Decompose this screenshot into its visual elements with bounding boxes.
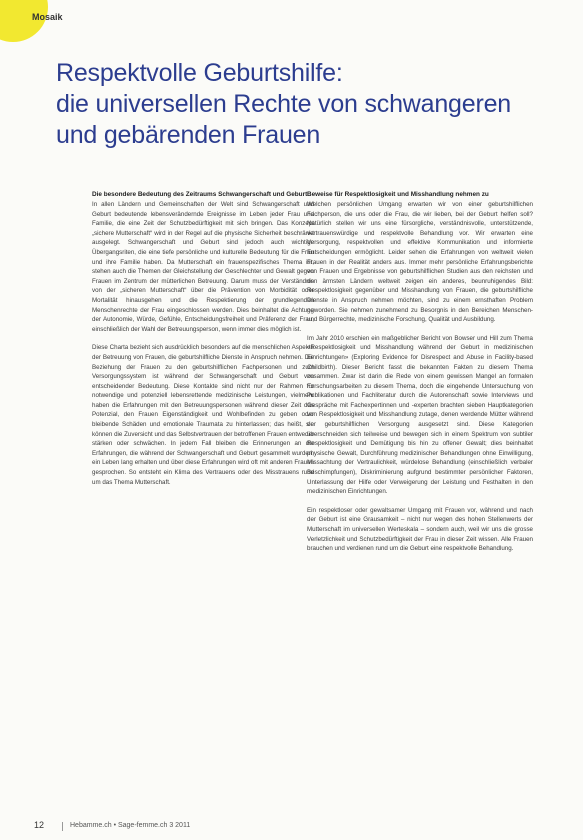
page-title [56, 58, 556, 151]
left-column [92, 190, 314, 496]
title-line-1: Respektvolle Geburtshilfe: [56, 59, 343, 87]
right-column-heading: Beweise für Respektlosigkeit und Misshandlung nehmen zu [307, 191, 489, 198]
page-number: 12 [34, 820, 45, 830]
right-paragraph-3: Ein respektloser oder gewaltsamer Umgang mit Frauen vor, während und nach der Geburt ist eine Grausamkeit – nicht nur wegen des hohen Stellenwerts der Mutterschaft im universellen Werteskala – sondern auch, weil wir uns die grosse Verletzlichkeit und Schutzbedürftigkeit der Frau in dieser Zeit wissen. Alle Frauen brauchen und verdienen rund um die Geburt eine respektvolle Behandlung. [307, 506, 533, 553]
title-line-2: die universellen Rechte von schwangeren [56, 90, 511, 118]
left-column-heading: Die besondere Bedeutung des Zeitraums Schwangerschaft und Geburt [92, 191, 308, 198]
section-label: Mosaik [32, 12, 63, 22]
right-paragraph-1: Welchen persönlichen Umgang erwarten wir von einer geburtshilflichen Fachperson, die uns oder die Frau, die wir lieben, bei der Geburt helfen soll? Natürlich stellen wir uns eine fürsorgliche, verständnisvolle, unterstützende, vertrauenswürdige und respektvolle Behandlung vor. Wir erwarten eine Versorgung, respektvollen und effektive Kommunikation und informierte Entscheidungen ermöglicht. Leider sehen die Erfahrungen von weltweit vielen Frauen in der Realität anders aus. Immer mehr persönliche Erfahrungsberichte von Frauen und Ergebnisse von geburtshilflichen Studien aus den reichsten und den ärmsten Ländern weltweit zeigen ein anderes, beunruhigendes Bild: Respektlosigkeit gegenüber und Misshandlung von Frauen, die geburtshilfliche Dienste in Anspruch nehmen möchten, sind zu einem ernsthaften Problem geworden. Sie nehmen zunehmend zu Besorgnis in den Bereichen Menschen- und Bürgerrechte, medizinische Forschung, Qualität und Ausbildung. [307, 201, 533, 324]
title-line-3: und gebärenden Frauen [56, 121, 321, 149]
right-column [307, 190, 533, 563]
publication-name: Hebamme.ch • Sage-femme.ch 3 2011 [70, 822, 191, 829]
left-paragraph-2: Diese Charta bezieht sich ausdrücklich besonders auf die menschlichen Aspekte der Betreuung von Frauen, die geburtshilfliche Dienste in Anspruch nehmen. Die Beziehung der Frauen zu den geburtshilflichen Fachpersonen und zum Versorgungssystem ist während der Schwangerschaft und Geburt von entscheidender Bedeutung. Diese Kontakte sind nicht nur der Rahmen für notwendige und potenziell lebensrettende medizinische Leistungen, vielmehr haben die Erfahrungen mit den Betreuungspersonen während dieser Zeit das Potenzial, den Frauen Eigenständigkeit und Wohlbefinden zu geben oder bleibende Schäden und emotionale Traumata zu hinterlassen; das heißt, sie können die Zuversicht und das Selbstvertrauen der betroffenen Frauen entweder stärken oder schwächen. In jedem Fall bleiben die Erinnerungen an die Erfahrungen, die während der Schwangerschaft und Geburt gesammelt wurden, ein Leben lang erhalten und über diese Erfahrungen wird oft mit anderen Frauen gesprochen. So entsteht ein Klima des Vertrauens oder des Misstrauens rund um das Thema Mutterschaft. [92, 344, 314, 486]
footer-divider [62, 822, 63, 831]
right-paragraph-2: Im Jahr 2010 erschien ein maßgeblicher Bericht von Bowser und Hill zum Thema «Respektlosigkeit und Misshandlung während der Geburt in medizinischen Einrichtungen» (Exploring Evidence for Disrespect and Abuse in Facility-based Childbirth). Dieser Bericht fasst die bekannten Fakten zu diesem Thema zusammen. Zwar ist darin die Rede von einem gewissen Mangel an formalen Forschungsarbeiten zu diesem Thema, doch die eingehende Untersuchung von Publikationen und Fachliteratur durch die Autorenschaft sowie Interviews und Gespräche mit Fachexpertinnen und -experten brachten sieben Hauptkategorien von Respektlosigkeit und Misshandlung zutage, denen werdende Mütter während der geburtshilflichen Versorgung ausgesetzt sind. Diese Kategorien überschneiden sich teilweise und bewegen sich in einem Spektrum von subtiler Respektlosigkeit und Demütigung bis hin zu offener Gewalt; dies beinhaltet physische Gewalt, Durchführung medizinischer Behandlungen ohne Einwilligung, Missachtung der Vertraulichkeit, würdelose Behandlung (einschließlich verbaler Beschimpfungen), Diskriminierung aufgrund bestimmter persönlicher Faktoren, Unterlassung der Hilfe oder Verweigerung der Leistung und Festhalten in den medizinischen Einrichtungen. [307, 334, 533, 496]
left-paragraph-1: In allen Ländern und Gemeinschaften der Welt sind Schwangerschaft und Geburt bedeutende lebensverändernde Ereignisse im Leben jeder Frau und Familie, die eine Zeit der Schutzbedürftigkeit mit sich bringen. Das Konzept „sichere Mutterschaft“ wird in der Regel auf die physische Sicherheit beschränkt ausgelegt. Schwangerschaft und Geburt sind jedoch auch wichtige Übergangsriten, die eine tiefe persönliche und kulturelle Bedeutung für die Frau und ihre Familie haben. Da Mutterschaft ein frauenspezifisches Thema ist, stehen auch die Themen der Gleichstellung der Geschlechter und Gewalt gegen Frauen im Zentrum der mütterlichen Betreuung. Darum muss der Verständnis von der „sicheren Mutterschaft“ über die Prävention von Morbidität oder Mortalität hinausgehen und die Respektierung der grundlegenden Menschenrechte der Frau eingeschlossen werden. Dies beinhaltet die Achtung der Autonomie, Würde, Gefühle, Entscheidungsfreiheit und Präferenz der Frau, einschließlich der Wahl der Betreuungsperson, wenn immer dies möglich ist. [92, 201, 314, 333]
